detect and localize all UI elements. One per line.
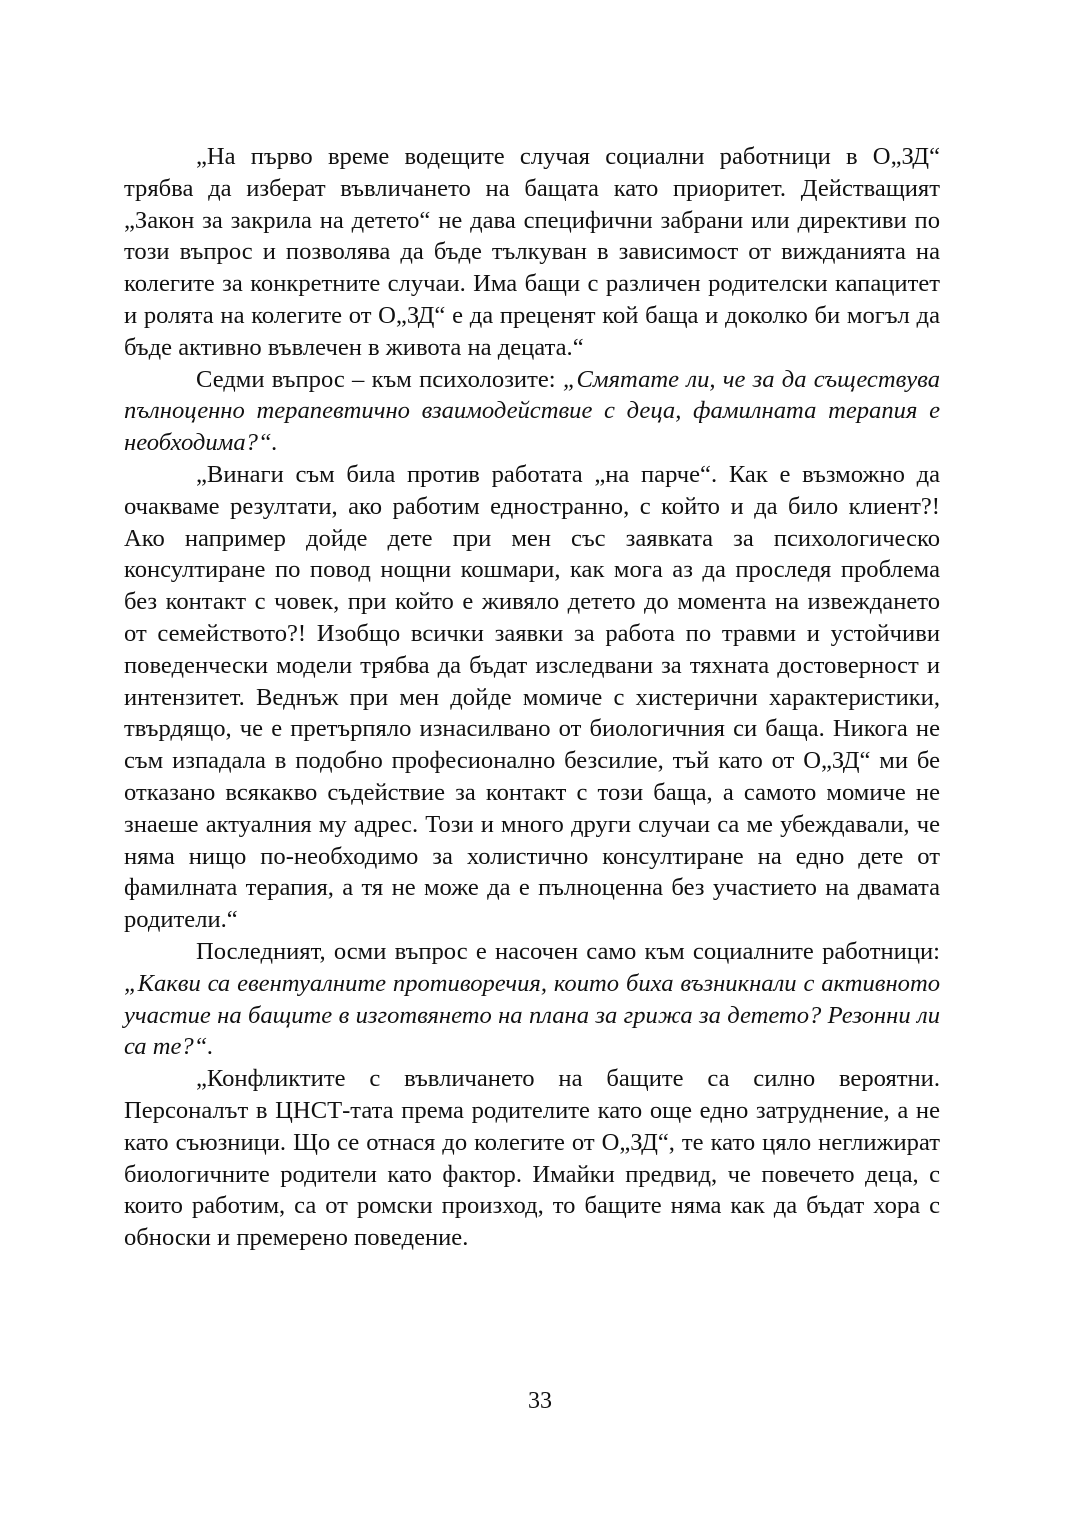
question-text: „Смятате ли, че за да съществува пълноценно терапевтично взаимодействие с деца, фамилната терапия е необходима?“. — [124, 365, 940, 457]
question-text: „Какви са евентуалните противоречия, които биха възникнали с активното участие на бащите в изготвянето на плана за грижа за детето? Резонни ли са те?“. — [124, 969, 940, 1061]
page-number: 33 — [528, 1388, 552, 1414]
question-lead: Седми въпрос – към психолозите: — [196, 365, 563, 393]
paragraph-conflicts-answer: „Конфликтите с въвличането на бащите са силно вероятни. Персоналът в ЦНСТ-тата према родителите като още едно затруднение, а не като съюзници. Що се отнася до колегите от О„ЗД“, те като цяло неглижират биологичните родители като фактор. Имайки предвид, че повечето деца, с които работим, са от ромски произход, то бащите няма как да бъдат хора с обноски и премерено поведение. — [124, 1065, 940, 1252]
paragraph-eighth-question — [124, 936, 940, 1063]
paragraph-seventh-question — [124, 364, 940, 459]
paragraph-social-workers-answer: „На първо време водещите случая социални работници в О„ЗД“ трябва да изберат въвличането на бащата като приоритет. Действащият „Закон за закрила на детето“ не дава специфични забрани или директиви по този въпрос и позволява да бъде тълкуван в зависимост от вижданията на колегите за конкретните случаи. Има бащи с различен родителски капацитет и ролята на колегите от О„ЗД“ е да преценят кой баща и доколко би могъл да бъде активно въвлечен в живота на децата.“ — [124, 143, 940, 361]
paragraph-psychologist-answer: „Винаги съм била против работата „на парче“. Как е възможно да очакваме резултати, ако работим едностранно, с който и да било клиент?! Ако например дойде дете при мен със заявката за психологическо консултиране по повод нощни кошмари, как мога аз да проследя проблема без контакт с човек, при който е живяло детето до момента на извеждането от семейството?! Изобщо всички заявки за работа по травми и устойчиви поведенчески модели трябва да бъдат изследвани за тяхната достоверност и интензитет. Веднъж при мен дойде момиче с хистерични характеристики, твърдящо, че е претърпяло изнасилвано от биологичния си баща. Никога не съм изпадала в подобно професионално безсилие, тъй като от О„ЗД“ ми бе отказано всякакво съдействие за контакт с този баща, а самото момиче не знаеше актуалния му адрес. Този и много други случаи са ме убеждавали, че няма нищо по-необходимо за холистично консултиране на едно дете от фамилната терапия, а тя не може да е пълноценна без участието на двамата родители.“ — [124, 460, 940, 934]
page-body — [124, 141, 940, 1254]
question-lead: Последният, осми въпрос е насочен само към социалните работници: — [196, 937, 940, 965]
